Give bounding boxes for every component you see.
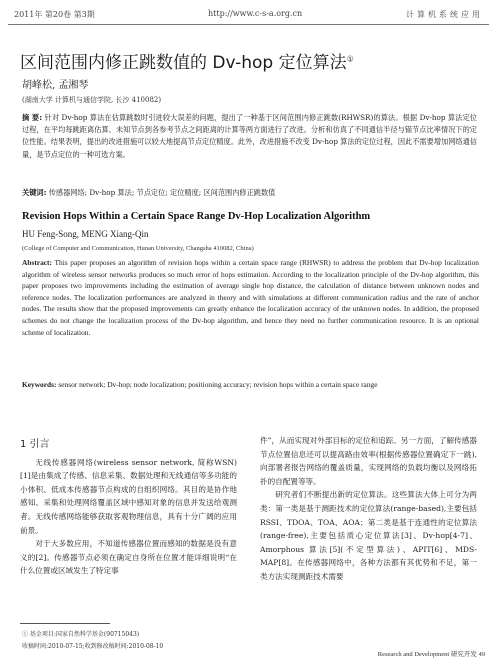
paper-title-en: Revision Hops Within a Certain Space Range Dv-Hop Localization Algorithm xyxy=(22,211,371,222)
page-footer: Research and Development 研究开发 49 xyxy=(377,651,485,658)
keywords-cn-label: 关键词: xyxy=(22,188,47,197)
abstract-en-text: This paper proposes an algorithm of revision hops within a certain space range (RHWSR) to address the problem that Dv-hop localization algorithm of wireless sensor networks produces so much error of hops estimation. According to the localization principle of the Dv-hop algorithm, this paper proposes two improvements including the estimation of average single hop distance, the calculation of distance between unknown nodes and reference nodes. The localization performances are analyzed in theory and with simulations at different communication radius and the rate of anchor nodes. The results show that the proposed improvements can greatly enhance the localization accuracy of the unknown nodes. In addition, the proposed schemes do not change the localization process of the Dv-hop algorithm, and hence they need no further communication resource. It is an optional scheme of localization. xyxy=(22,258,480,337)
journal-name: 计算机系统应用 xyxy=(406,10,483,19)
abstract-en xyxy=(22,257,479,338)
keywords-cn-text: 传感器网络; Dv-hop 算法; 节点定位; 定位精度; 区间范围内修正跳数值 xyxy=(48,188,276,197)
footnote-rule xyxy=(20,623,110,624)
abstract-en-label: Abstract: xyxy=(22,258,52,267)
body-column-left xyxy=(20,432,237,578)
body-column-right xyxy=(260,434,477,584)
abstract-cn-text: 针对 Dv-hop 算法在估算跳数时引进较大误差的问题，提出了一种基于区间范围内修正跳数(RHWSR)的算法。根据 Dv-hop 算法定位过程，在平均每跳距离估算、未知节点到各参考节点之间距离的计算等两方面进行了改进。分析和仿真了不同通信半径与锚节点比率情况下的定位性能。结果表明，提出的改进措施可以较大地提高节点定位精度。此外，改进措施不改变 Dv-hop 算法的定位过程，因此不需要增加网络通信量，是节点定位的一种可选方案。 xyxy=(22,113,477,159)
keywords-en xyxy=(22,380,479,389)
paper-title xyxy=(20,48,490,73)
running-header xyxy=(8,6,489,22)
body-paragraph: 研究者们不断提出新的定位算法。这些算法大体上可分为两类：第一类是基于测距技术的定位算法(range-based),主要包括 RSSI、TDOA、TOA、AOA；第二类是基于连通性的定位算法(range-free),主要包括质心定位算法[3]、Dv-hop[4-7]、Amorphous 算法[5](不定型算法)、APIT[6]、MDS-MAP[8]。在传感器网络中，各种方法都有其优势和不足，第一类方法实现测距技术需要 xyxy=(260,490,477,581)
journal-issue: 2011年 第20卷 第3期 xyxy=(14,10,95,19)
affiliation-cn: (湖南大学 计算机与通信学院, 长沙 410082) xyxy=(22,96,162,104)
authors-en: HU Feng-Song, MENG Xiang-Qin xyxy=(22,229,149,239)
body-paragraph: 对于大多数应用，不知道传感器位置而感知的数据是没有意义的[2]。传感器节点必须在确定自身所在位置才能详细说明“在什么位置或区域发生了特定事 xyxy=(20,539,237,576)
footnote-dates: 收稿时间:2010-07-15;收到修改稿时间:2010-08-10 xyxy=(22,643,164,650)
authors-cn: 胡峰松, 孟湘琴 xyxy=(22,80,89,91)
body-paragraph: 无线传感器网络(wireless sensor network, 简称WSN)[1]是由集成了传感、信息采集、数据处理和无线通信等多功能的小体积、低成本传感器节点构成的自组织网络。其目的是协作地感知、采集和处理网络覆盖区域中感知对象的信息并发送给观测者。无线传感网络能够获取客观物理信息，具有十分广阔的应用前景。 xyxy=(20,457,237,535)
journal-url[interactable]: http://www.c-s-a.org.cn xyxy=(208,9,303,18)
keywords-cn xyxy=(22,188,477,198)
body-paragraph: 件”，从而实现对外部目标的定位和追踪。另一方面，了解传感器节点位置信息还可以提高路由效率(根据传感器位置确定下一跳),向部署者报告网络的覆盖质量，实现网络的负载均衡以及网络拓扑的自配置等等。 xyxy=(260,436,477,486)
keywords-en-label: Keywords: xyxy=(22,380,57,389)
affiliation-en: (College of Computer and Communication, Hunan University, Changsha 410082, China) xyxy=(22,245,254,252)
section-heading: 1 引言 xyxy=(20,439,50,450)
footnote-fund: ① 基金项目:国家自然科学基金(90715043) xyxy=(22,631,140,638)
abstract-cn xyxy=(22,112,477,161)
title-footnote-mark: ① xyxy=(346,54,354,64)
abstract-cn-label: 摘 要: xyxy=(22,113,43,122)
header-rule xyxy=(8,24,489,25)
paper-title-text: 区间范围内修正跳数值的 Dv-hop 定位算法 xyxy=(20,53,347,73)
keywords-en-text: sensor network; Dv-hop; node localization; positioning accuracy; revision hops within a certain space range xyxy=(58,380,378,389)
